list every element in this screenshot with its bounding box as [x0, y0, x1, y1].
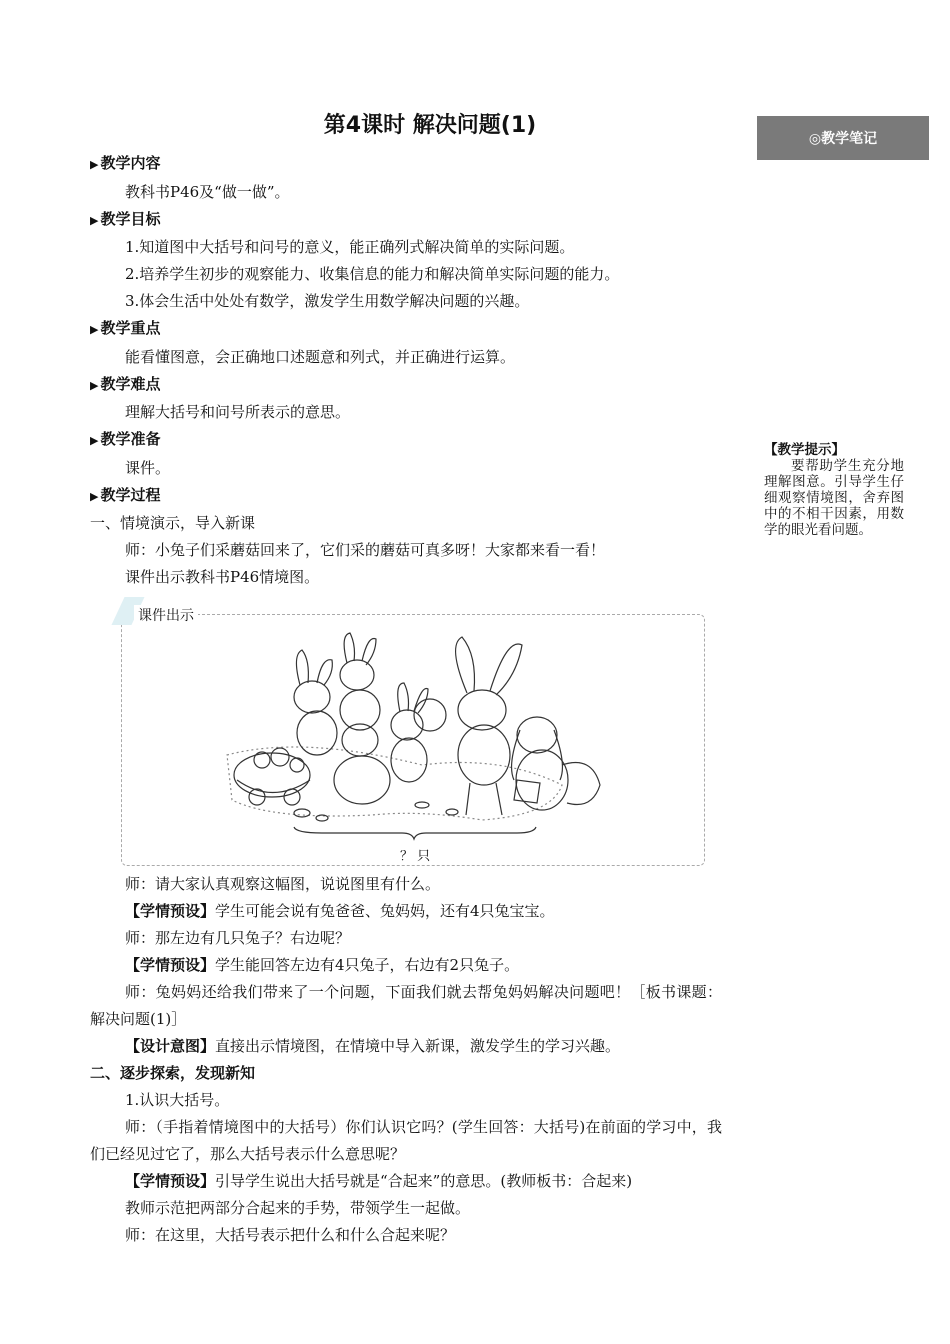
paragraph: 【设计意图】直接出示情境图，在情境中导入新课，激发学生的学习兴趣。: [125, 1037, 621, 1055]
triangle-icon: ▶: [90, 158, 99, 171]
paragraph: 师：请大家认真观察这幅图，说说图里有什么。: [125, 875, 441, 893]
section-heading-process: ▶ 教学过程: [90, 485, 161, 504]
key-text: 能看懂图意，会正确地口述题意和列式，并正确进行运算。: [125, 347, 516, 366]
courseware-figure: [121, 608, 705, 866]
goal-2: 2.培养学生初步的观察能力、收集信息的能力和解决简单实际问题的能力。: [125, 265, 620, 283]
teaching-tip: [764, 442, 904, 538]
paragraph: 师：小兔子们采蘑菇回来了，它们采的蘑菇可真多呀！大家都来看一看！: [125, 541, 606, 559]
paragraph: 1.认识大括号。: [125, 1091, 230, 1109]
triangle-icon: ▶: [90, 434, 99, 447]
section-heading-difficulty: ▶ 教学难点: [90, 374, 161, 393]
step-1-heading: 一、情境演示，导入新课: [90, 514, 256, 532]
tip-heading: 【教学提示】: [764, 442, 845, 458]
tag-label: 【学情预设】: [125, 1172, 216, 1190]
page-title: 第4课时 解决问题(1): [323, 113, 537, 138]
lesson-dialogue: [90, 871, 722, 1249]
paragraph: 师：兔妈妈还给我们带来了一个问题，下面我们就去帮兔妈妈解决问题吧！［板书课题：解决问题(1)］: [90, 983, 722, 1028]
content-text: 教科书P46及“做一做”。: [125, 182, 290, 201]
section-heading-goals: ▶ 教学目标: [90, 209, 161, 228]
paragraph: 【学情预设】学生能回答左边有4只兔子，右边有2只兔子。: [125, 956, 520, 974]
paragraph: 师：在这里，大括号表示把什么和什么合起来呢？: [125, 1226, 456, 1244]
rabbits-illustration: [122, 615, 704, 865]
paragraph: 教师示范把两部分合起来的手势，带领学生一起做。: [125, 1199, 471, 1217]
section-heading-prep: ▶ 教学准备: [90, 430, 161, 448]
paragraph: 【学情预设】学生可能会说有兔爸爸、兔妈妈，还有4只兔宝宝。: [125, 902, 555, 920]
tag-label: 【学情预设】: [125, 902, 216, 920]
tip-body: 要帮助学生充分地理解图意。引导学生仔细观察情境图，舍弃图中的不相干因素，用数学的眼光看问题。: [764, 458, 904, 538]
section-heading-content: ▶ 教学内容: [90, 154, 161, 172]
tag-label: 【设计意图】: [125, 1037, 216, 1055]
triangle-icon: ▶: [90, 323, 99, 336]
goal-1: 1.知道图中大括号和问号的意义，能正确列式解决简单的实际问题。: [125, 238, 575, 256]
difficulty-text: 理解大括号和问号所表示的意思。: [125, 403, 351, 421]
paragraph: 师：（手指着情境图中的大括号）你们认识它吗？(学生回答：大括号)在前面的学习中，我们已经见过它了，那么大括号表示什么意思呢？: [90, 1118, 722, 1163]
prep-text: 课件。: [125, 458, 171, 477]
paragraph: 【学情预设】引导学生说出大括号就是“合起来”的意思。(教师板书：合起来): [125, 1172, 633, 1190]
main-content: [90, 150, 722, 591]
goal-3: 3.体会生活中处处有数学，激发学生用数学解决问题的兴趣。: [125, 292, 530, 310]
step-2-heading: 二、逐步探索，发现新知: [90, 1064, 256, 1082]
tag-label: 【学情预设】: [125, 956, 216, 974]
teaching-notes-box: ◎教学笔记: [757, 116, 929, 160]
triangle-icon: ▶: [90, 378, 99, 392]
triangle-icon: ▶: [90, 489, 99, 503]
section-heading-key: ▶ 教学重点: [90, 319, 161, 337]
paragraph: 课件出示教科书P46情境图。: [125, 568, 320, 586]
brace-question-label: ？ 只: [400, 849, 431, 864]
paragraph: 师：那左边有几只兔子？右边呢？: [125, 929, 351, 947]
figure-label: 课件出示: [134, 605, 198, 625]
triangle-icon: ▶: [90, 213, 99, 227]
